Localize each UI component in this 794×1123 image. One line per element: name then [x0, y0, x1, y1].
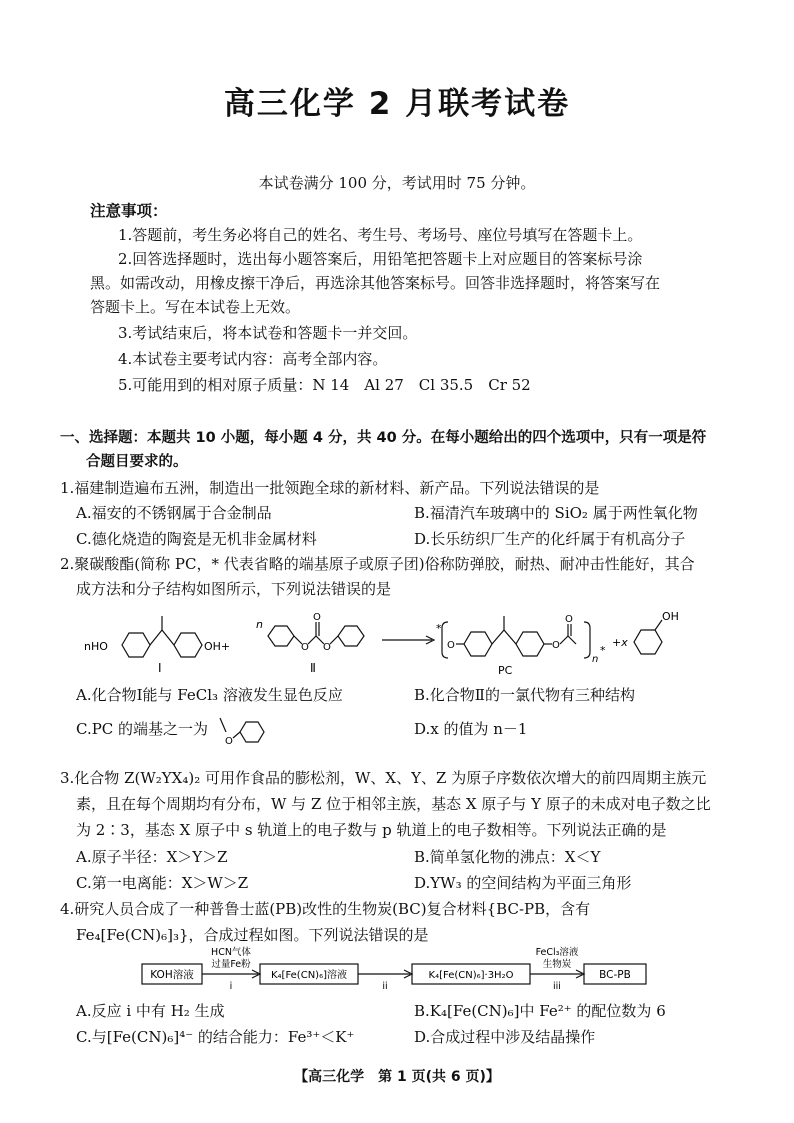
- q1-option-b: B.福清汽车玻璃中的 SiO₂ 属于两性氧化物: [414, 504, 698, 522]
- flow-reagent-biochar: 生物炭: [542, 959, 572, 970]
- phenol-oh: OH: [662, 610, 679, 623]
- notice-heading: 注意事项：: [90, 202, 168, 220]
- flow-label-box2: K₄[Fe(CN)₆]溶液: [270, 970, 348, 981]
- flow-reagent-hcn: HCN气体: [211, 947, 251, 958]
- benzene-ring: [338, 626, 364, 646]
- flow-label-box1: KOH溶液: [150, 969, 194, 981]
- q3-option-c: C.第一电离能：X＞W＞Z: [76, 874, 249, 892]
- flow-label-box4: BC-PB: [599, 969, 631, 981]
- oxygen-label: O: [313, 612, 321, 623]
- pc-synthesis-scheme: [80, 600, 720, 680]
- benzene-ring: [174, 633, 202, 657]
- q1-stem: 1.福建制造遍布五洲，制造出一批领跑全球的新材料、新产品。下列说法错误的是: [60, 479, 600, 497]
- oxygen-label: O: [323, 642, 331, 653]
- q4-stem-1: 4.研究人员合成了一种普鲁士蓝(PB)改性的生物炭(BC)复合材料{BC-PB，含有: [60, 900, 591, 918]
- q4-option-b: B.K₄[Fe(CN)₆]中 Fe²⁺ 的配位数为 6: [414, 1002, 666, 1020]
- end-group-structure: [216, 704, 276, 754]
- page-footer: 【高三化学 第 1 页(共 6 页)】: [294, 1069, 500, 1085]
- notice-line-2: 2.回答选择题时，选出每小题答案后，用铅笔把答题卡上对应题目的答案标号涂: [118, 250, 643, 268]
- q3-stem-2: 素，且在每个周期均有分布，W 与 Z 位于相邻主族，基态 X 原子与 Y 原子的未成对电子数之比: [76, 795, 711, 813]
- q3-option-a: A.原子半径：X＞Y＞Z: [76, 848, 228, 866]
- flow-step-ii: ii: [382, 981, 388, 992]
- q1-option-a: A.福安的不锈钢属于合金制品: [76, 504, 272, 522]
- benzene-ring: [268, 626, 294, 646]
- q1-option-d: D.长乐纺织厂生产的化纤属于有机高分子: [414, 530, 686, 548]
- flow-reagent-fecl3: FeCl₃溶液: [535, 947, 579, 958]
- synthesis-flowchart: [140, 946, 700, 996]
- label-pc: PC: [498, 664, 513, 677]
- notice-line-7: 5.可能用到的相对原子质量：N 14 Al 27 Cl 35.5 Cr 52: [118, 376, 531, 394]
- q2-option-c: C.PC 的端基之一为: [76, 720, 209, 738]
- q3-option-d: D.YW₃ 的空间结构为平面三角形: [414, 874, 632, 892]
- q1-option-c: C.德化烧造的陶瓷是无机非金属材料: [76, 530, 317, 548]
- benzene-ring: [464, 632, 492, 656]
- q2-option-b: B.化合物Ⅱ的一氯代物有三种结构: [414, 686, 635, 704]
- benzene-ring: [634, 630, 662, 654]
- q4-option-c: C.与[Fe(CN)₆]⁴⁻ 的结合能力：Fe³⁺＜K⁺: [76, 1028, 355, 1046]
- benzene-ring: [516, 632, 544, 656]
- q3-stem-1: 3.化合物 Z(W₂YX₄)₂ 可用作食品的膨松剂，W、X、Y、Z 为原子序数依次增大的前四周期主族元: [60, 769, 707, 787]
- q4-option-a: A.反应 i 中有 H₂ 生成: [76, 1002, 225, 1020]
- q2-option-d: D.x 的值为 n－1: [414, 720, 528, 738]
- q2-option-a: A.化合物Ⅰ能与 FeCl₃ 溶液发生显色反应: [76, 686, 343, 704]
- coefficient-n: n: [256, 618, 263, 631]
- notice-line-6: 4.本试卷主要考试内容：高考全部内容。: [118, 350, 388, 368]
- flow-label-box3: K₄[Fe(CN)₆]·3H₂O: [428, 970, 514, 981]
- oxygen-label: O: [565, 614, 573, 625]
- notice-line-5: 3.考试结束后，将本试卷和答题卡一并交回。: [118, 324, 418, 342]
- notice-line-4: 答题卡上。写在本试卷上无效。: [90, 298, 301, 316]
- benzene-ring: [240, 722, 264, 742]
- subscript-n: n: [592, 654, 599, 665]
- q2-stem-1: 2.聚碳酸酯(简称 PC，* 代表省略的端基原子或原子团)俗称防弹胶，耐热、耐冲击性能好，其合: [60, 555, 695, 573]
- q4-option-d: D.合成过程中涉及结晶操作: [414, 1028, 596, 1046]
- q3-stem-3: 为 2∶3，基态 X 原子中 s 轨道上的电子数与 p 轨道上的电子数相等。下列说法正确的是: [76, 821, 667, 839]
- q3-option-b: B.简单氢化物的沸点：X＜Y: [414, 848, 601, 866]
- section-heading-cont: 合题目要求的。: [86, 454, 188, 470]
- monomer-i-oh: OH+: [204, 640, 231, 653]
- oxygen-label: O: [552, 640, 560, 651]
- label-compound-ii: Ⅱ: [310, 661, 316, 675]
- flow-step-iii: iii: [553, 981, 561, 992]
- end-group-star: *: [436, 622, 442, 635]
- label-compound-i: Ⅰ: [158, 661, 162, 675]
- exam-info: 本试卷满分 100 分，考试用时 75 分钟。: [258, 174, 536, 192]
- q2-stem-2: 成方法和分子结构如图所示，下列说法错误的是: [76, 580, 392, 598]
- page-title: 高三化学 2 月联考试卷: [223, 86, 571, 122]
- end-group-star: *: [600, 644, 606, 657]
- notice-line-3: 黑。如需改动，用橡皮擦干净后，再选涂其他答案标号。回答非选择题时，将答案写在: [90, 274, 661, 292]
- flow-step-i: i: [229, 981, 233, 992]
- section-heading: 一、选择题：本题共 10 小题，每小题 4 分，共 40 分。在每小题给出的四个选项中，只有一项是符: [60, 430, 707, 446]
- oxygen-label: O: [225, 736, 233, 747]
- benzene-ring: [122, 633, 150, 657]
- flow-reagent-fe: 过量Fe粉: [211, 959, 251, 970]
- q4-stem-2: Fe₄[Fe(CN)₆]₃}，合成过程如图。下列说法错误的是: [76, 926, 429, 944]
- notice-line-1: 1.答题前，考生务必将自己的姓名、考生号、考场号、座位号填写在答题卡上。: [118, 226, 643, 244]
- oxygen-label: O: [447, 640, 455, 651]
- plus-x: +x: [612, 636, 628, 649]
- monomer-i-ho: nHO: [84, 640, 108, 653]
- oxygen-label: O: [301, 642, 309, 653]
